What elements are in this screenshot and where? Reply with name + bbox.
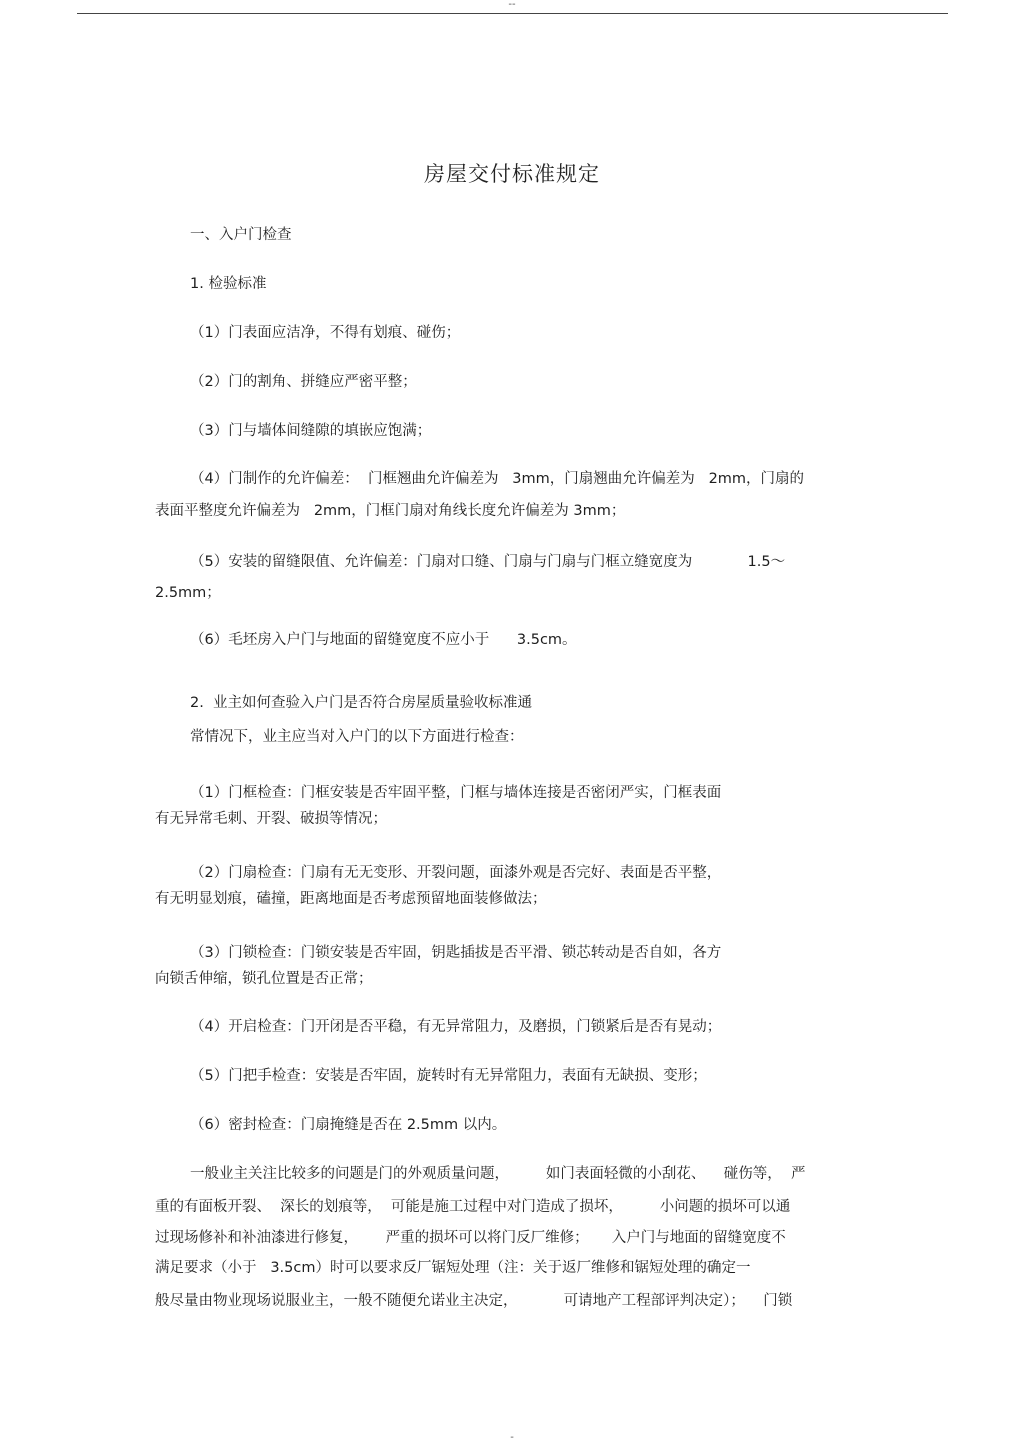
standard-item-cont: 表面平整度允许偏差为 2mm，门框门扇对角线长度允许偏差为 3mm； (155, 503, 626, 519)
standard-item: （3）门与墙体间缝隙的填嵌应饱满； (190, 423, 432, 439)
subsection-heading: 1. 检验标准 (190, 276, 267, 292)
check-item: （5）门把手检查：安装是否牢固，旋转时有无异常阻力，表面有无缺损、变形； (190, 1068, 707, 1084)
section-heading: 一、入户门检查 (190, 227, 292, 243)
paragraph-line: 满足要求（小于 3.5cm）时可以要求反厂锯短处理（注：关于返厂维修和锯短处理的确定一 (155, 1260, 751, 1276)
check-item: （4）开启检查：门开闭是否平稳，有无异常阻力，及磨损，门锁紧后是否有晃动； (190, 1019, 722, 1035)
check-item: （3）门锁检查：门锁安装是否牢固，钥匙插拔是否平滑、锁芯转动是否自如，各方 (190, 945, 722, 961)
standard-item: （6）毛坯房入户门与地面的留缝宽度不应小于 3.5cm。 (190, 632, 577, 648)
subsection-heading: 2. 业主如何查验入户门是否符合房屋质量验收标准通 (190, 695, 533, 711)
standard-item: （2）门的割角、拼缝应严密平整； (190, 374, 417, 390)
paragraph-line: 过现场修补和补油漆进行修复， 严重的损坏可以将门反厂维修； 入户门与地面的留缝宽度不 (155, 1230, 786, 1246)
check-item-cont: 有无明显划痕，磕撞，距离地面是否考虑预留地面装修做法； (155, 891, 547, 907)
paragraph-line: 常情况下，业主应当对入户门的以下方面进行检查： (190, 729, 524, 745)
footer-mark: - (510, 1432, 514, 1443)
page-title: 房屋交付标准规定 (424, 162, 600, 186)
paragraph-line: 般尽量由物业现场说服业主，一般不随便允诺业主决定， 可请地产工程部评判决定）； 门锁 (155, 1293, 793, 1309)
check-item: （2）门扇检查：门扇有无无变形、开裂问题，面漆外观是否完好、表面是否平整， (190, 865, 722, 881)
check-item-cont: 有无异常毛刺、开裂、破损等情况； (155, 811, 387, 827)
standard-item: （1）门表面应洁净，不得有划痕、碰伤； (190, 325, 461, 341)
paragraph-line: 一般业主关注比较多的问题是门的外观质量问题， 如门表面轻微的小刮花、 碰伤等， 严 (190, 1166, 806, 1182)
header-mark: -- (508, 0, 516, 10)
check-item-cont: 向锁舌伸缩，锁孔位置是否正常； (155, 971, 373, 987)
header-rule (77, 13, 948, 14)
standard-item: （4）门制作的允许偏差： 门框翘曲允许偏差为 3mm，门扇翘曲允许偏差为 2mm，门扇的 (190, 471, 805, 487)
standard-item: （5）安装的留缝限值、允许偏差：门扇对口缝、门扇与门扇与门框立缝宽度为 1.5～ (190, 554, 786, 570)
check-item: （1）门框检查：门框安装是否牢固平整，门框与墙体连接是否密闭严实，门框表面 (190, 785, 722, 801)
check-item: （6）密封检查：门扇掩缝是否在 2.5mm 以内。 (190, 1117, 507, 1133)
paragraph-line: 重的有面板开裂、 深长的划痕等， 可能是施工过程中对门造成了损坏， 小问题的损坏可以通 (155, 1199, 791, 1215)
standard-item-cont: 2.5mm； (155, 585, 221, 601)
